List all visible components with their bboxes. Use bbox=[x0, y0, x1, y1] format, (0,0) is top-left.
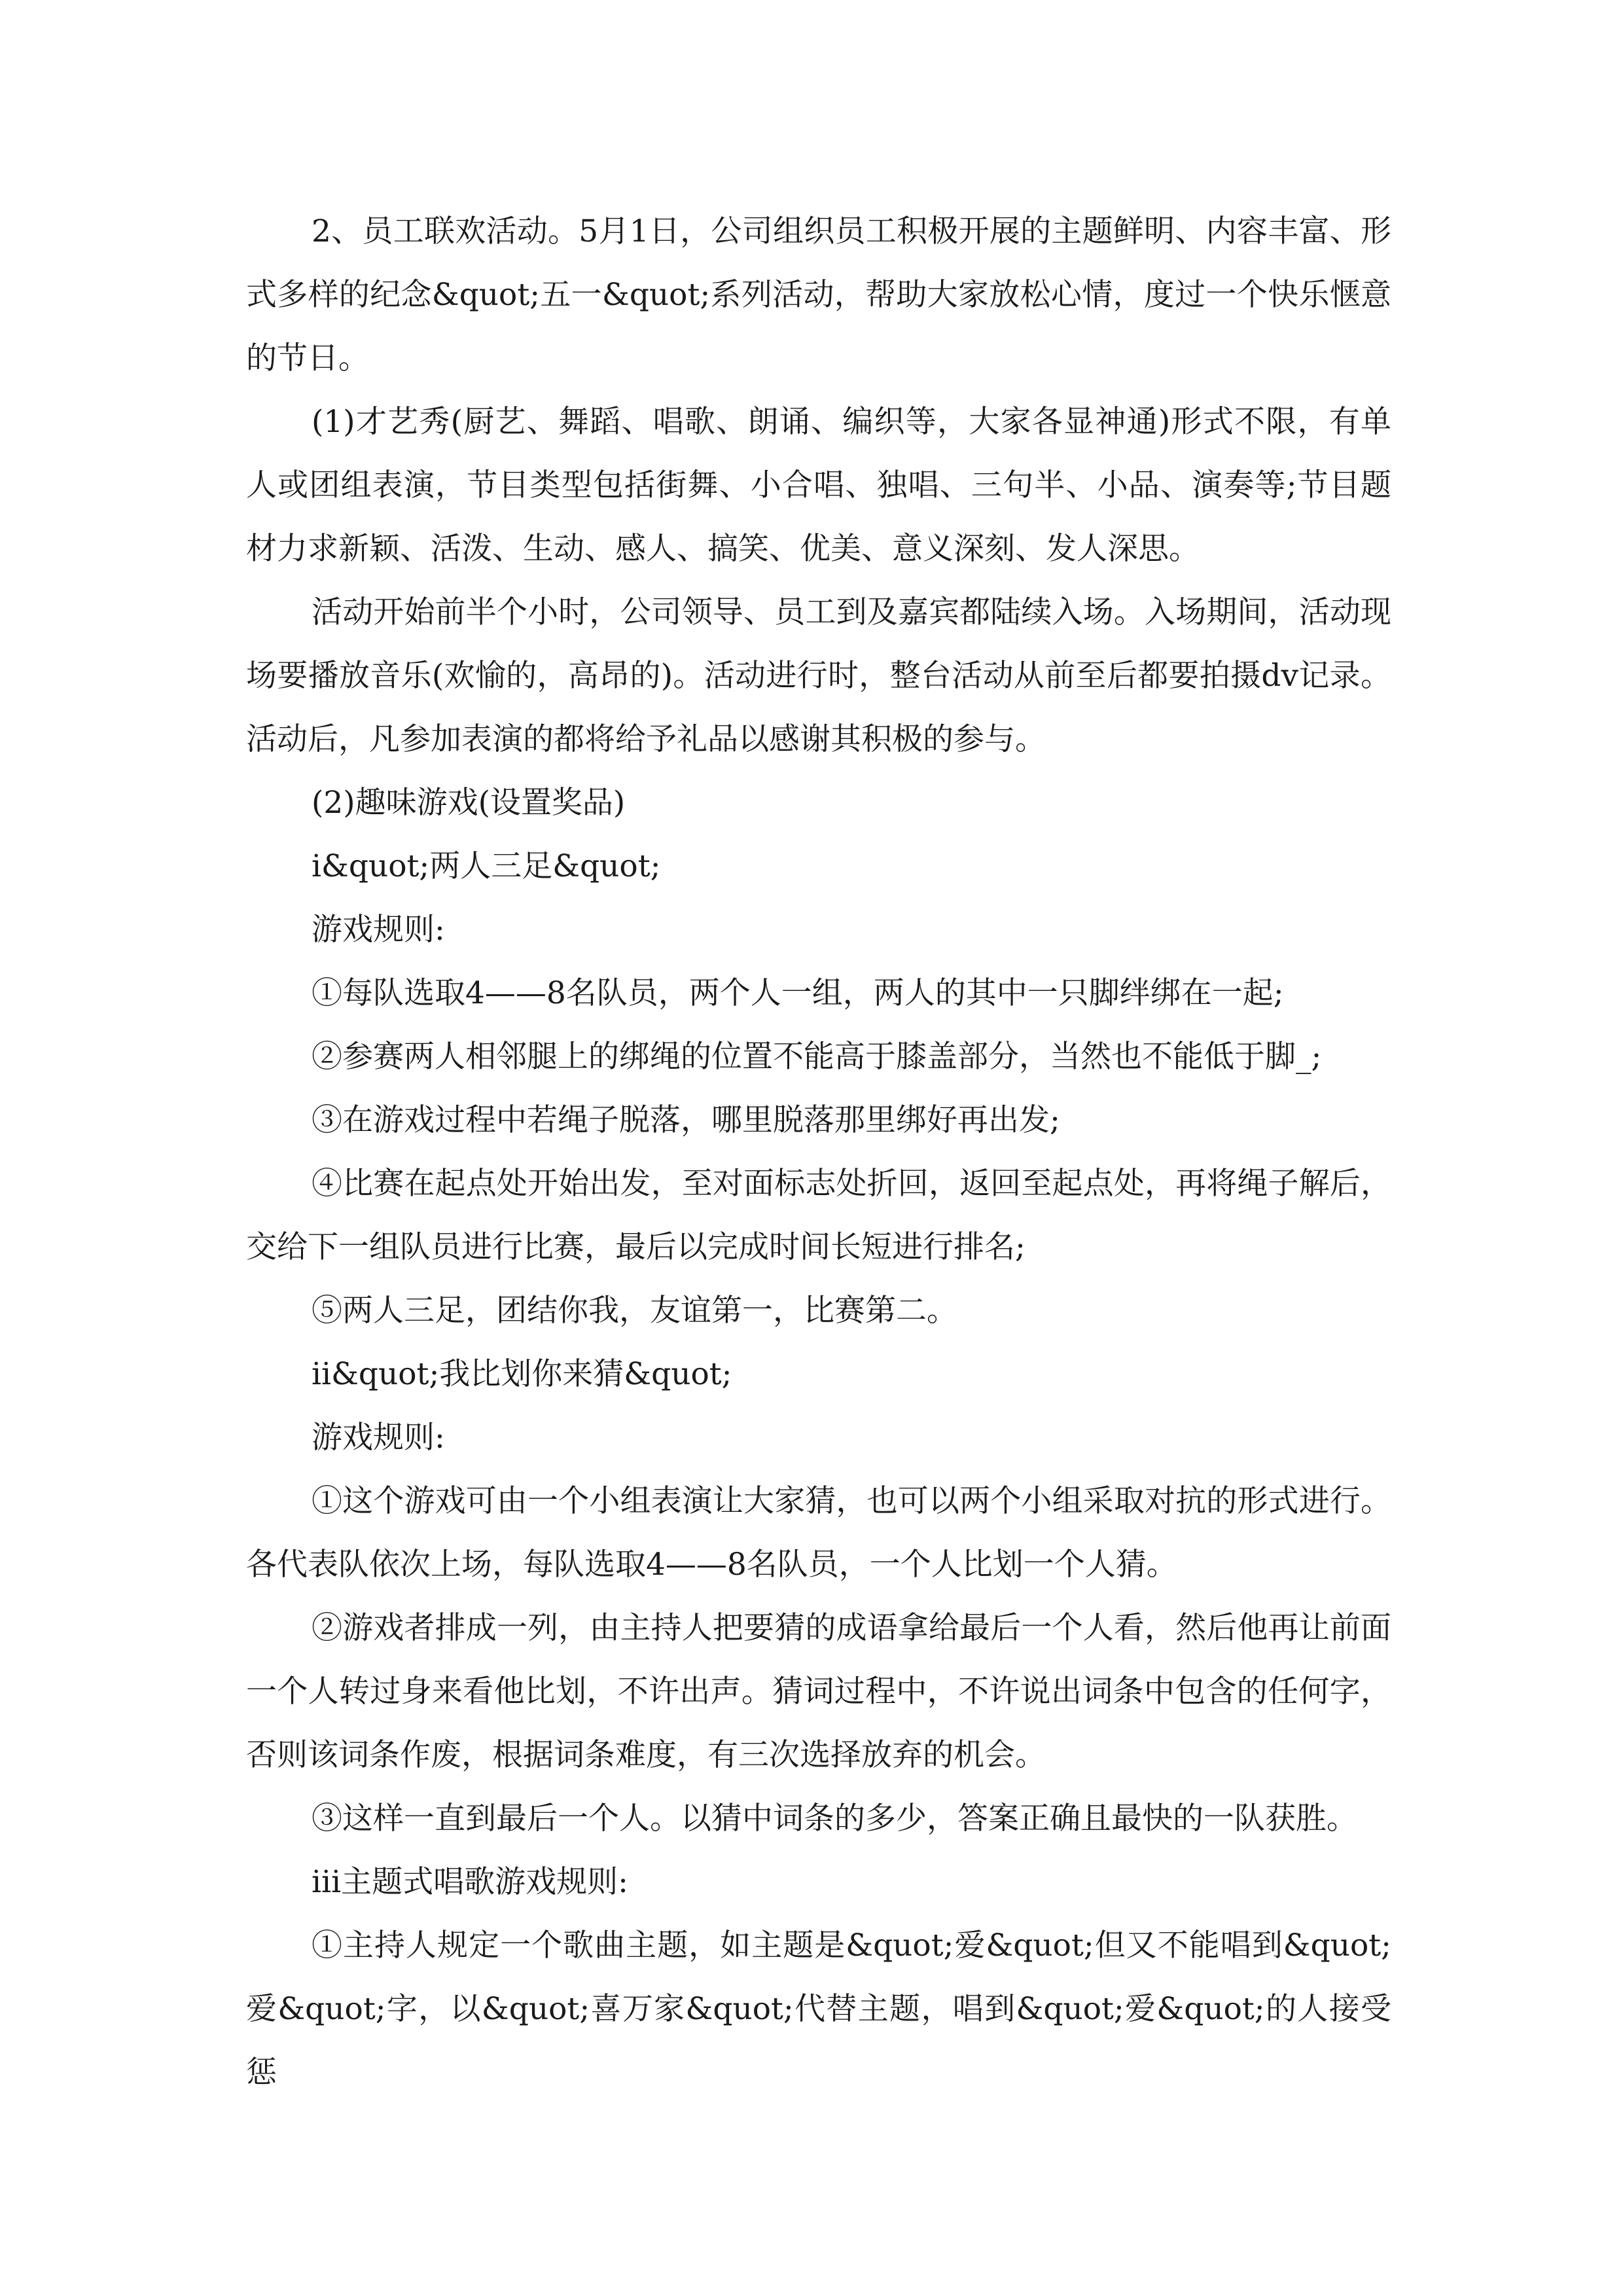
paragraph-game-2-rule-2: ②游戏者排成一列，由主持人把要猜的成语拿给最后一个人看，然后他再让前面一个人转过身来看他比划，不许出声。猜词过程中，不许说出词条中包含的任何字，否则该词条作废，根据词条难度，有三次选择放弃的机会。 bbox=[246, 1610, 1391, 1773]
paragraph-game-2-rules-label: 游戏规则: bbox=[312, 1420, 445, 1456]
paragraph-game-1-rule-4: ④比赛在起点处开始出发，至对面标志处折回，返回至起点处，再将绳子解后，交给下一组队员进行比赛，最后以完成时间长短进行排名; bbox=[246, 1166, 1391, 1265]
paragraph-game-1-rule-2: ②参赛两人相邻腿上的绑绳的位置不能高于膝盖部分，当然也不能低于脚_; bbox=[312, 1039, 1322, 1075]
paragraph-game-1-rule-5: ⑤两人三足，团结你我，友谊第一，比赛第二。 bbox=[312, 1293, 957, 1329]
document-body bbox=[246, 200, 1391, 2104]
paragraph-game-3-title: ⅲ主题式唱歌游戏规则: bbox=[312, 1864, 628, 1900]
paragraph-game-1-rule-1: ①每队选取4——8名队员，两个人一组，两人的其中一只脚绊绑在一起; bbox=[312, 975, 1284, 1011]
paragraph-game-3-rule-1: ①主持人规定一个歌曲主题，如主题是&quot;爱&quot;但又不能唱到&quot;爱&quot;字，以&quot;喜万家&quot;代替主题，唱到&quot;爱&quot;的人接受惩 bbox=[246, 1928, 1391, 2090]
paragraph-game-2-rule-1: ①这个游戏可由一个小组表演让大家猜，也可以两个小组采取对抗的形式进行。各代表队依次上场，每队选取4——8名队员，一个人比划一个人猜。 bbox=[246, 1483, 1391, 1583]
paragraph-talent-show: (1)才艺秀(厨艺、舞蹈、唱歌、朗诵、编织等，大家各显神通)形式不限，有单人或团组表演，节目类型包括街舞、小合唱、独唱、三句半、小品、演奏等;节目题材力求新颖、活泼、生动、感人、搞笑、优美、意义深刻、发人深思。 bbox=[246, 404, 1391, 567]
paragraph-game-1-title: ⅰ&quot;两人三足&quot; bbox=[312, 848, 661, 884]
paragraph-game-1-rules-label: 游戏规则: bbox=[312, 912, 445, 948]
paragraph-fun-games-heading: (2)趣味游戏(设置奖品) bbox=[312, 785, 626, 821]
paragraph-event-start: 活动开始前半个小时，公司领导、员工到及嘉宾都陆续入场。入场期间，活动现场要播放音乐(欢愉的，高昂的)。活动进行时，整台活动从前至后都要拍摄dv记录。活动后，凡参加表演的都将给予礼品以感谢其积极的参与。 bbox=[246, 594, 1391, 757]
paragraph-game-1-rule-3: ③在游戏过程中若绳子脱落，哪里脱落那里绑好再出发; bbox=[312, 1102, 1060, 1138]
paragraph-staff-gala: 2、员工联欢活动。5月1日，公司组织员工积极开展的主题鲜明、内容丰富、形式多样的纪念&quot;五一&quot;系列活动，帮助大家放松心情，度过一个快乐惬意的节日。 bbox=[246, 213, 1391, 376]
paragraph-game-2-title: ⅱ&quot;我比划你来猜&quot; bbox=[312, 1356, 732, 1392]
paragraph-game-2-rule-3: ③这样一直到最后一个人。以猜中词条的多少，答案正确且最快的一队获胜。 bbox=[312, 1801, 1357, 1837]
